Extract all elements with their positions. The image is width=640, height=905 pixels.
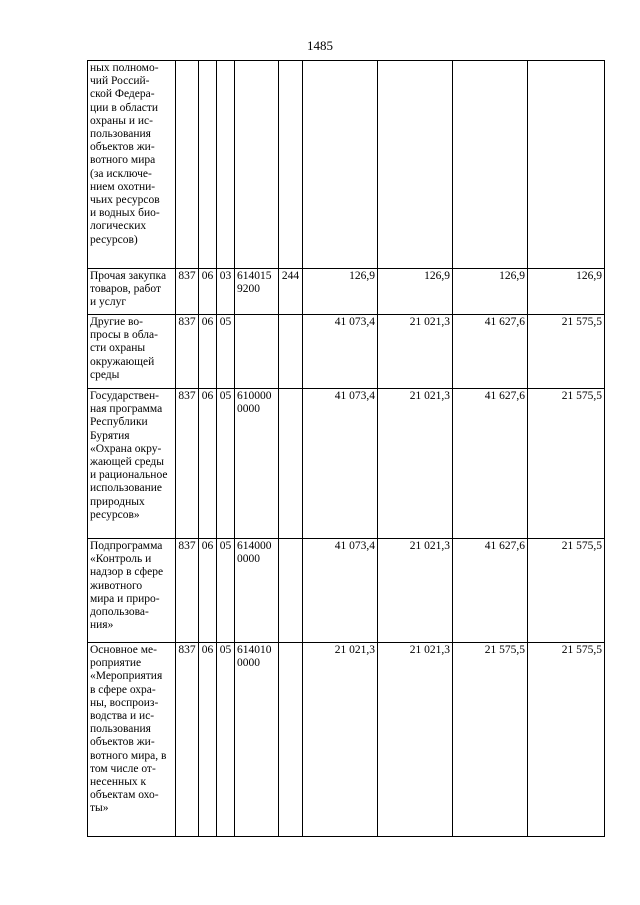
subsection-code: 05 (217, 389, 235, 539)
target-article-code: 614000 0000 (235, 539, 279, 643)
subsection-code: 05 (217, 643, 235, 837)
grbs-code: 837 (176, 389, 199, 539)
amount-2 (378, 61, 453, 269)
section-code: 06 (199, 315, 217, 389)
section-code: 06 (199, 269, 217, 315)
amount-1: 21 021,3 (303, 643, 378, 837)
amount-3 (453, 61, 528, 269)
amount-4: 21 575,5 (528, 389, 605, 539)
budget-table (87, 60, 605, 837)
grbs-code: 837 (176, 269, 199, 315)
amount-4: 126,9 (528, 269, 605, 315)
row-name: Подпрограмма «Контроль и надзор в сфере животного мира и приро- допользова- ния» (88, 539, 176, 643)
amount-1: 41 073,4 (303, 315, 378, 389)
amount-3: 41 627,6 (453, 389, 528, 539)
amount-2: 21 021,3 (378, 389, 453, 539)
row-name: Основное ме- роприятие «Мероприятия в сфере охра- ны, воспроиз- водства и ис- пользования объектов жи- вотного мира, в том числе от- несенных к объектам охо- ты» (88, 643, 176, 837)
amount-2: 21 021,3 (378, 315, 453, 389)
row-name: Прочая закупка товаров, работ и услуг (88, 269, 176, 315)
target-article-code (235, 315, 279, 389)
amount-4: 21 575,5 (528, 643, 605, 837)
section-code: 06 (199, 539, 217, 643)
amount-1: 126,9 (303, 269, 378, 315)
row-name: Государствен- ная программа Республики Бурятия «Охрана окру- жающей среды и рациональное использование природных ресурсов» (88, 389, 176, 539)
row-name: Другие во- просы в обла- сти охраны окружающей среды (88, 315, 176, 389)
amount-4 (528, 61, 605, 269)
expense-type-code (279, 539, 303, 643)
expense-type-code: 244 (279, 269, 303, 315)
target-article-code: 614010 0000 (235, 643, 279, 837)
grbs-code (176, 61, 199, 269)
page-number: 1485 (307, 38, 333, 53)
amount-2: 21 021,3 (378, 539, 453, 643)
amount-2: 126,9 (378, 269, 453, 315)
section-code: 06 (199, 643, 217, 837)
subsection-code: 05 (217, 539, 235, 643)
grbs-code: 837 (176, 643, 199, 837)
subsection-code: 03 (217, 269, 235, 315)
subsection-code: 05 (217, 315, 235, 389)
section-code: 06 (199, 389, 217, 539)
amount-1: 41 073,4 (303, 539, 378, 643)
amount-3: 126,9 (453, 269, 528, 315)
grbs-code: 837 (176, 539, 199, 643)
expense-type-code (279, 61, 303, 269)
amount-4: 21 575,5 (528, 315, 605, 389)
amount-2: 21 021,3 (378, 643, 453, 837)
table-row (88, 539, 605, 643)
table-row (88, 315, 605, 389)
target-article-code: 610000 0000 (235, 389, 279, 539)
table-row (88, 643, 605, 837)
row-name: ных полномо- чий Россий- ской Федера- ции в области охраны и ис- пользования объектов жи- вотного мира (за исключе- нием охотни- чьих ресурсов и водных био- логических ресурсов) (88, 61, 176, 269)
expense-type-code (279, 389, 303, 539)
amount-3: 21 575,5 (453, 643, 528, 837)
grbs-code: 837 (176, 315, 199, 389)
expense-type-code (279, 643, 303, 837)
amount-3: 41 627,6 (453, 539, 528, 643)
amount-4: 21 575,5 (528, 539, 605, 643)
amount-1 (303, 61, 378, 269)
target-article-code: 614015 9200 (235, 269, 279, 315)
amount-1: 41 073,4 (303, 389, 378, 539)
subsection-code (217, 61, 235, 269)
table-row (88, 61, 605, 269)
target-article-code (235, 61, 279, 269)
amount-3: 41 627,6 (453, 315, 528, 389)
section-code (199, 61, 217, 269)
table-row (88, 389, 605, 539)
expense-type-code (279, 315, 303, 389)
table-row (88, 269, 605, 315)
